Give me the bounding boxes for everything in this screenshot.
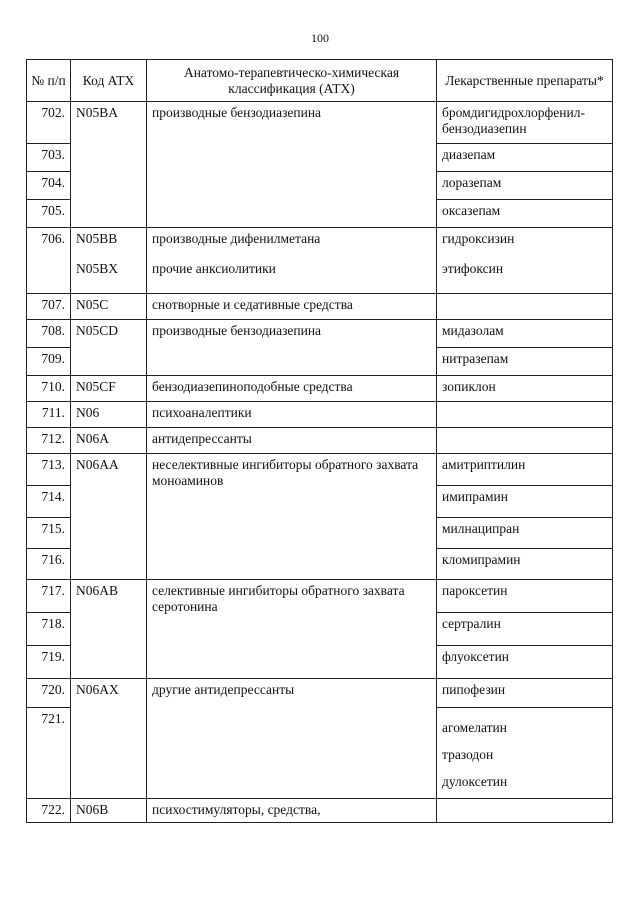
row-num: 710. <box>27 376 71 402</box>
row-code: N05CD <box>71 320 147 376</box>
row-drug <box>437 228 613 294</box>
row-drug: флуоксетин <box>437 646 613 679</box>
row-drug: оксазепам <box>437 200 613 228</box>
row-class: снотворные и седативные средства <box>147 294 437 320</box>
table-row <box>27 320 613 348</box>
table-row <box>27 228 613 294</box>
row-drug-line: дулоксетин <box>442 774 508 789</box>
row-num: 706. <box>27 228 71 294</box>
table-row <box>27 428 613 454</box>
row-class: неселективные ингибиторы обратного захвата моноаминов <box>147 454 437 580</box>
row-drug: лоразепам <box>437 172 613 200</box>
row-drug: зопиклон <box>437 376 613 402</box>
row-num: 715. <box>27 518 71 549</box>
row-num: 714. <box>27 486 71 518</box>
row-code: N06AA <box>71 454 147 580</box>
row-num: 705. <box>27 200 71 228</box>
row-class: психостимуляторы, средства, <box>147 799 437 823</box>
row-class: селективные ингибиторы обратного захвата серотонина <box>147 580 437 679</box>
row-code: N06 <box>71 402 147 428</box>
table-row <box>27 376 613 402</box>
row-drug: пароксетин <box>437 580 613 613</box>
row-class: производные бензодиазепина <box>147 320 437 376</box>
table-row <box>27 294 613 320</box>
row-num: 711. <box>27 402 71 428</box>
row-drug: бромдигидрохлорфенил-бензодиазепин <box>437 102 613 144</box>
row-code: N05CF <box>71 376 147 402</box>
row-drug-line: тразодон <box>442 747 494 762</box>
page-number: 100 <box>311 31 329 45</box>
table-row <box>27 799 613 823</box>
row-class-secondary: прочие анксиолитики <box>152 261 276 276</box>
row-drug: милнаципран <box>437 518 613 549</box>
row-code: N06B <box>71 799 147 823</box>
row-code <box>71 228 147 294</box>
row-num: 708. <box>27 320 71 348</box>
row-num: 718. <box>27 613 71 646</box>
row-drug <box>437 294 613 320</box>
row-num: 712. <box>27 428 71 454</box>
row-code: N05C <box>71 294 147 320</box>
row-code-secondary: N05BX <box>76 261 119 276</box>
row-drug-line: агомелатин <box>442 720 507 735</box>
row-num: 707. <box>27 294 71 320</box>
header-num: № п/п <box>27 60 71 102</box>
row-class: психоаналептики <box>147 402 437 428</box>
row-drug: мидазолам <box>437 320 613 348</box>
row-drug: сертралин <box>437 613 613 646</box>
row-drug: пипофезин <box>437 679 613 708</box>
row-class: другие антидепрессанты <box>147 679 437 799</box>
row-drug: амитриптилин <box>437 454 613 486</box>
row-code: N05BA <box>71 102 147 228</box>
row-num: 720. <box>27 679 71 708</box>
row-num: 704. <box>27 172 71 200</box>
row-num: 713. <box>27 454 71 486</box>
row-num: 702. <box>27 102 71 144</box>
row-num: 703. <box>27 144 71 172</box>
row-code: N06A <box>71 428 147 454</box>
row-num: 716. <box>27 549 71 580</box>
table-row <box>27 102 613 144</box>
table-row <box>27 402 613 428</box>
row-drug-secondary: этифоксин <box>442 261 504 276</box>
row-drug: диазепам <box>437 144 613 172</box>
atc-table <box>26 59 613 823</box>
row-drug <box>437 428 613 454</box>
row-num: 721. <box>27 708 71 799</box>
row-class: производные бензодиазепина <box>147 102 437 228</box>
table-header-row <box>27 60 613 102</box>
header-drugs: Лекарственные препараты* <box>437 60 613 102</box>
row-drug-primary: гидроксизин <box>442 231 515 246</box>
header-class: Анатомо-терапевтическо-химическая классификация (АТХ) <box>147 60 437 102</box>
row-num: 717. <box>27 580 71 613</box>
row-code-primary: N05BB <box>76 231 118 246</box>
row-code: N06AX <box>71 679 147 799</box>
table-row <box>27 454 613 486</box>
table-row <box>27 679 613 708</box>
row-drug <box>437 799 613 823</box>
row-class: бензодиазепиноподобные средства <box>147 376 437 402</box>
row-drug <box>437 402 613 428</box>
row-drug: имипрамин <box>437 486 613 518</box>
row-drug: нитразепам <box>437 348 613 376</box>
row-num: 722. <box>27 799 71 823</box>
row-class-primary: производные дифенилметана <box>152 231 321 246</box>
row-code: N06AB <box>71 580 147 679</box>
row-class <box>147 228 437 294</box>
row-num: 709. <box>27 348 71 376</box>
header-code: Код АТХ <box>71 60 147 102</box>
row-num: 719. <box>27 646 71 679</box>
row-class: антидепрессанты <box>147 428 437 454</box>
row-drug: кломипрамин <box>437 549 613 580</box>
row-drug <box>437 708 613 799</box>
table-row <box>27 580 613 613</box>
